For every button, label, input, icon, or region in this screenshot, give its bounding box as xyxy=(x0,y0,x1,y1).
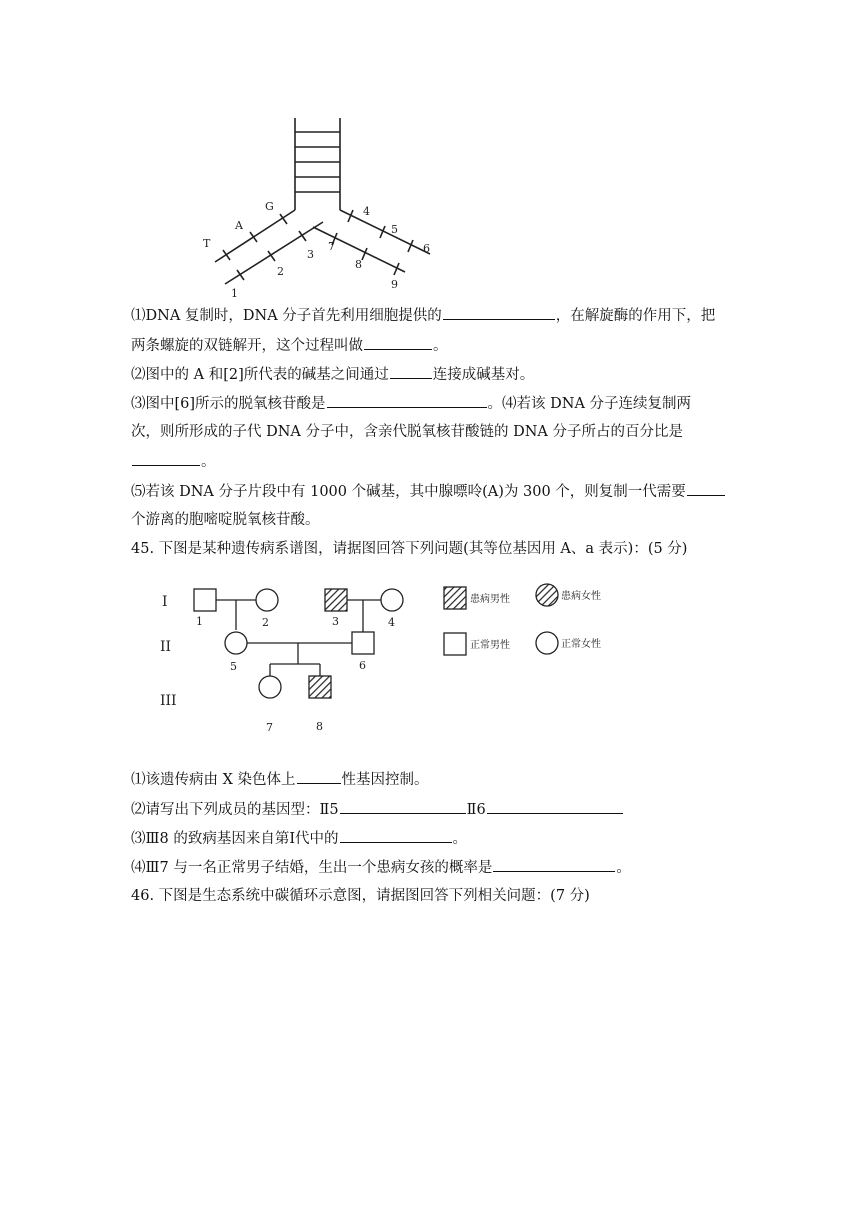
q45-item1-text-a: ⑴该遗传病由 X 染色体上 xyxy=(131,772,296,788)
dna-label-3: 3 xyxy=(307,248,314,261)
q44-item1-text-a: ⑴DNA 复制时，DNA 分子首先利用细胞提供的 xyxy=(131,308,442,324)
q45-title-text: 45. 下图是某种遗传病系谱图，请据图回答下列问题(其等位基因用 A、a 表示)：(5 分) xyxy=(131,541,688,557)
q44-item5-text-a: ⑸若该 DNA 分子片段中有 1000 个碱基，其中腺嘌呤(A)为 300 个，则复制一代需要 xyxy=(131,484,686,500)
dna-label-8: 8 xyxy=(355,258,362,271)
member-num-4: 4 xyxy=(388,616,395,629)
q45-blank-5[interactable] xyxy=(493,857,615,872)
q44-item4-line3 xyxy=(131,451,216,472)
q44-item1-line2 xyxy=(131,335,448,356)
q44-blank-1[interactable] xyxy=(443,305,555,320)
member-num-7: 7 xyxy=(266,721,273,734)
q44-item3-text-a: ⑶图中[6]所示的脱氧核苷酸是 xyxy=(131,396,326,412)
dna-label-a: A xyxy=(235,219,243,232)
q45-item3 xyxy=(131,828,467,849)
dna-replication-diagram xyxy=(195,112,445,302)
dna-label-1: 1 xyxy=(231,287,238,300)
legend-affected-female: 患病女性 xyxy=(561,591,601,602)
q45-item4-end: 。 xyxy=(616,860,631,876)
generation-label-1: I xyxy=(162,594,168,610)
q45-item1 xyxy=(131,769,429,790)
legend-normal-female: 正常女性 xyxy=(561,639,601,650)
pedigree-chart xyxy=(150,572,620,740)
q44-item1-end: 。 xyxy=(433,338,448,354)
q44-blank-2[interactable] xyxy=(364,335,432,350)
q44-item2-text-a: ⑵图中的 A 和[2]所代表的碱基之间通过 xyxy=(131,367,389,383)
q46-title-text: 46. 下图是生态系统中碳循环示意图，请据图回答下列相关问题：(7 分) xyxy=(131,888,590,904)
member-num-8: 8 xyxy=(316,720,323,733)
dna-label-9: 9 xyxy=(391,278,398,291)
q45-blank-2[interactable] xyxy=(340,799,466,814)
legend-normal-male: 正常男性 xyxy=(470,640,510,651)
dna-label-6: 6 xyxy=(423,242,430,255)
q45-item3-text-a: ⑶Ⅲ8 的致病基因来自第Ⅰ代中的 xyxy=(131,831,339,847)
legend-affected-male: 患病男性 xyxy=(470,594,510,605)
q44-item1-text-c: 两条螺旋的双链解开，这个过程叫做 xyxy=(131,338,363,354)
q44-blank-4[interactable] xyxy=(327,393,487,408)
q44-item3-text-b: 。⑷若该 DNA 分子连续复制两 xyxy=(487,396,692,412)
q44-blank-5[interactable] xyxy=(132,451,200,466)
q44-blank-6[interactable] xyxy=(687,481,725,496)
q45-blank-1[interactable] xyxy=(297,769,341,784)
q44-item1-text-b: ，在解旋酶的作用下，把 xyxy=(555,308,716,324)
q44-item5-line2 xyxy=(131,510,320,530)
member-num-6: 6 xyxy=(359,659,366,672)
q45-blank-4[interactable] xyxy=(340,828,452,843)
q45-item2-text-a: ⑵请写出下列成员的基因型：Ⅱ5 xyxy=(131,802,339,818)
dna-label-4: 4 xyxy=(363,205,370,218)
dna-label-g: G xyxy=(265,200,274,213)
member-num-5: 5 xyxy=(230,660,237,673)
q44-item2-text-b: 连接成碱基对。 xyxy=(432,367,535,383)
generation-label-3: III xyxy=(160,693,177,709)
member-num-2: 2 xyxy=(262,616,269,629)
q45-item1-text-b: 性基因控制。 xyxy=(341,772,429,788)
q45-item2-text-b: Ⅱ6 xyxy=(466,802,486,818)
member-num-3: 3 xyxy=(332,615,339,628)
q44-blank-3[interactable] xyxy=(390,364,432,379)
q45-blank-3[interactable] xyxy=(487,799,623,814)
generation-label-2: II xyxy=(160,639,172,655)
q44-item5-text-b: 个游离的胞嘧啶脱氧核苷酸。 xyxy=(131,512,320,528)
q45-item4 xyxy=(131,857,631,878)
q45-item2 xyxy=(131,799,624,820)
q45-item4-text-a: ⑷Ⅲ7 与一名正常男子结婚，生出一个患病女孩的概率是 xyxy=(131,860,493,876)
q45-item3-end: 。 xyxy=(452,831,468,847)
q44-item5-line1 xyxy=(131,481,726,502)
q44-item4-end: 。 xyxy=(201,454,216,470)
dna-label-t: T xyxy=(203,237,211,250)
q44-item1-line1 xyxy=(131,305,715,326)
q46-title xyxy=(131,886,590,906)
q44-item3-line1 xyxy=(131,393,691,414)
q44-item4-text-c: 次，则所形成的子代 DNA 分子中，含亲代脱氧核苷酸链的 DNA 分子所占的百分比是 xyxy=(131,424,684,440)
dna-label-7: 7 xyxy=(328,240,335,253)
q44-item2 xyxy=(131,364,534,385)
dna-label-2: 2 xyxy=(277,265,284,278)
q45-title xyxy=(131,539,687,559)
dna-label-5: 5 xyxy=(391,223,398,236)
member-num-1: 1 xyxy=(196,615,203,628)
q44-item4-line2 xyxy=(131,422,683,442)
